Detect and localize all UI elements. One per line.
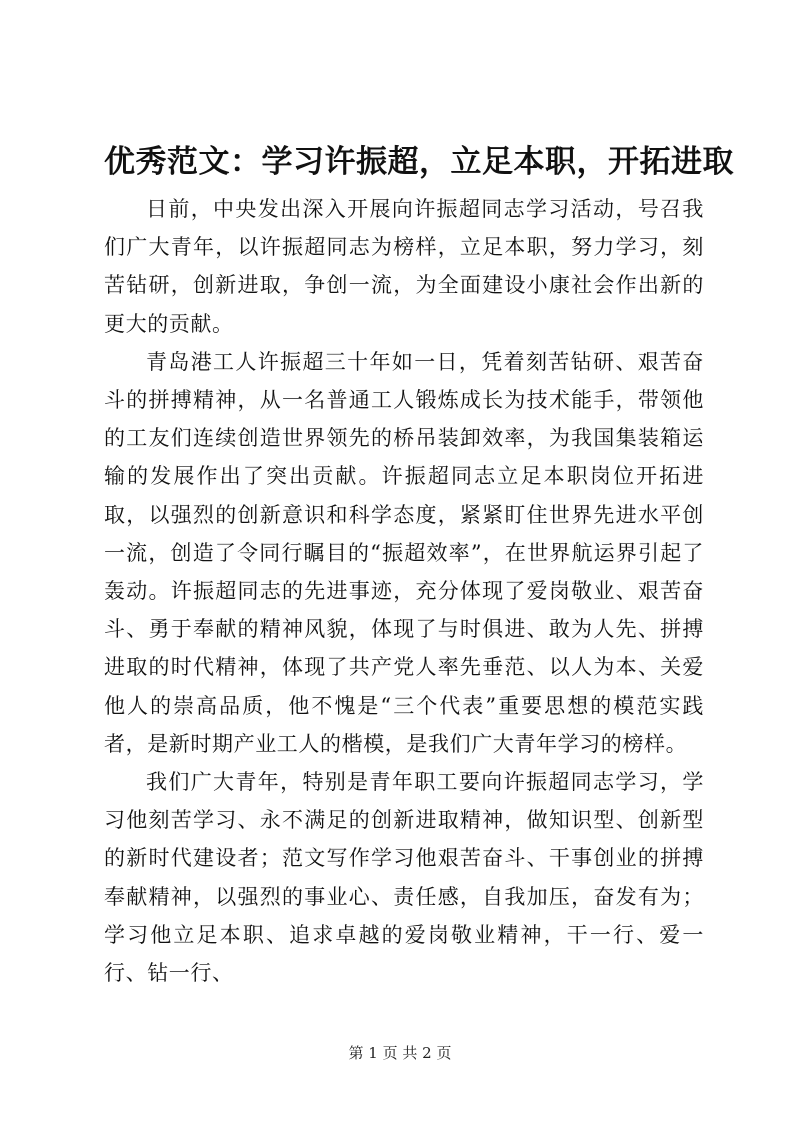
- paragraph-2: 青岛港工人许振超三十年如一日，凭着刻苦钻研、艰苦奋斗的拼搏精神，从一名普通工人锻炼成长为技术能手，带领他的工友们连续创造世界领先的桥吊装卸效率，为我国集装箱运输的发展作出了突出贡献。许振超同志立足本职岗位开拓进取，以强烈的创新意识和科学态度，紧紧盯住世界先进水平创一流，创造了令同行瞩目的“振超效率”，在世界航运界引起了轰动。许振超同志的先进事迹，充分体现了爱岗敬业、艰苦奋斗、勇于奉献的精神风貌，体现了与时俱进、敢为人先、拼搏进取的时代精神，体现了共产党人率先垂范、以人为本、关爱他人的崇高品质，他不愧是“三个代表”重要思想的模范实践者，是新时期产业工人的楷模，是我们广大青年学习的榜样。: [104, 349, 704, 756]
- document-body: [104, 190, 704, 992]
- paragraph-3: 我们广大青年，特别是青年职工要向许振超同志学习，学习他刻苦学习、永不满足的创新进取精神，做知识型、创新型的新时代建设者；范文写作学习他艰苦奋斗、干事创业的拼搏奉献精神，以强烈的事业心、责任感，自我加压，奋发有为；学习他立足本职、追求卓越的爱岗敬业精神，干一行、爱一行、钻一行、: [104, 770, 704, 986]
- document-title: 优秀范文：学习许振超，立足本职，开拓进取: [104, 144, 734, 180]
- page-number-footer: 第 1 页 共 2 页: [348, 1044, 452, 1062]
- paragraph-1: 日前，中央发出深入开展向许振超同志学习活动，号召我们广大青年，以许振超同志为榜样，立足本职，努力学习，刻苦钻研，创新进取，争创一流，为全面建设小康社会作出新的更大的贡献。: [104, 197, 704, 336]
